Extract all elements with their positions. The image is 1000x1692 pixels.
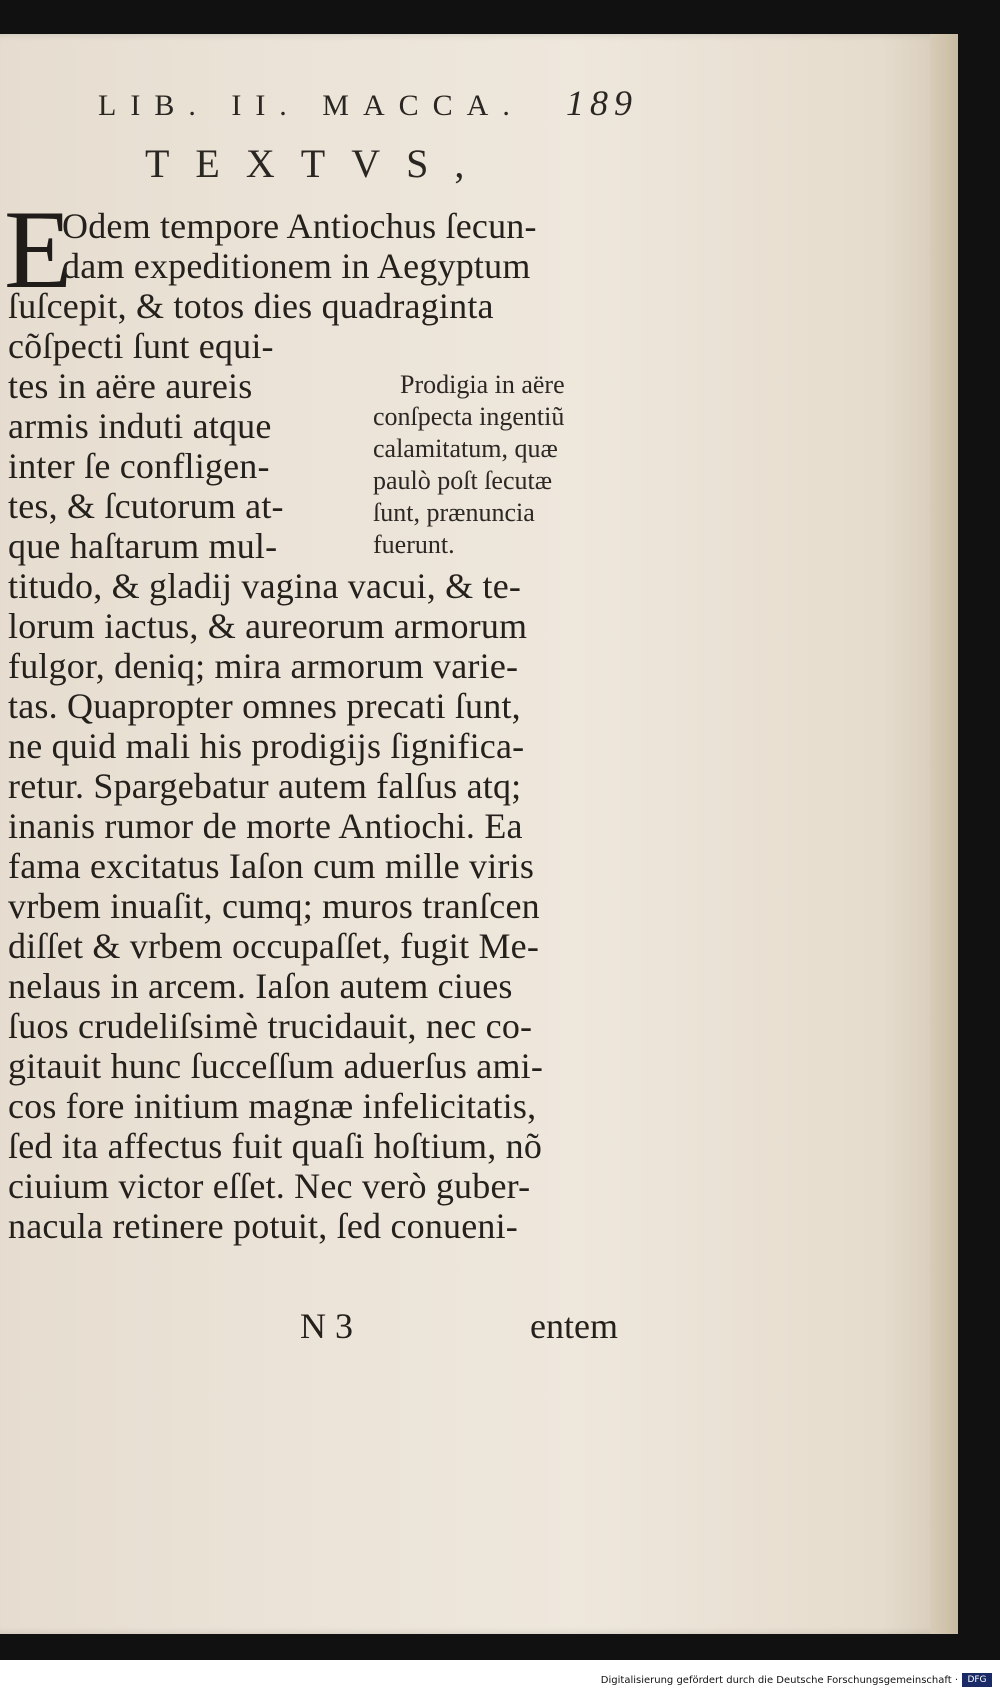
- body-line: lorum iactus, & aureorum armorum: [8, 606, 528, 646]
- margin-note-line: calamitatum, quæ: [373, 434, 558, 463]
- running-head: [98, 82, 638, 128]
- body-line: cõſpecti ſunt equi-: [8, 326, 274, 366]
- body-line: tas. Quapropter omnes precati ſunt,: [8, 686, 521, 726]
- body-line: nacula retinere potuit, ſed conueni-: [8, 1206, 518, 1246]
- body-line: ſuſcepit, & totos dies quadraginta: [8, 286, 494, 326]
- footer-credit: Digitalisierung gefördert durch die Deutsche Forschungsgemeinschaft ·: [600, 1675, 958, 1686]
- body-line: cos fore initium magnæ infelicitatis,: [8, 1086, 537, 1126]
- body-line: retur. Spargebatur autem falſus atq;: [8, 766, 522, 806]
- running-head-title: LIB. II. MACCA.: [98, 89, 524, 122]
- body-line: gitauit hunc ſucceſſum aduerſus ami-: [8, 1046, 544, 1086]
- margin-note-line: paulò poſt ſecutæ: [373, 466, 553, 495]
- page-edge: [930, 34, 958, 1634]
- body-line: titudo, & gladij vagina vacui, & te-: [8, 566, 522, 606]
- body-line: armis induti atque: [8, 406, 272, 446]
- dfg-logo: DFG: [962, 1673, 992, 1687]
- section-title: TEXTVS,: [145, 141, 491, 186]
- body-line: fama excitatus Iaſon cum mille viris: [8, 846, 535, 886]
- catchword: entem: [530, 1306, 618, 1346]
- body-line: ſuos crudeliſsimè trucidauit, nec co-: [8, 1006, 533, 1046]
- margin-note-line: ſunt, prænuncia: [373, 498, 535, 527]
- signature-mark: N 3: [300, 1306, 353, 1346]
- body-line: dam expeditionem in Aegyptum: [62, 246, 531, 286]
- body-line: Odem tempore Antiochus ſecun-: [62, 206, 537, 246]
- page-number: 189: [566, 83, 638, 123]
- body-line: ne quid mali his prodigijs ſignifica-: [8, 726, 525, 766]
- body-line: ciuium victor eſſet. Nec verò guber-: [8, 1166, 531, 1206]
- body-line: diſſet & vrbem occupaſſet, fugit Me-: [8, 926, 540, 966]
- margin-note-line: Prodigia in aëre: [400, 370, 565, 399]
- body-line: nelaus in arcem. Iaſon autem ciues: [8, 966, 513, 1006]
- margin-note-line: conſpecta ingentiũ: [373, 402, 565, 431]
- body-line: tes in aëre aureis: [8, 366, 253, 406]
- body-line: vrbem inuaſit, cumq; muros tranſcen: [8, 886, 540, 926]
- body-line: inanis rumor de morte Antiochi. Ea: [8, 806, 523, 846]
- body-line: ſed ita affectus fuit quaſi hoſtium, nõ: [8, 1126, 543, 1166]
- body-line: tes, & ſcutorum at-: [8, 486, 284, 526]
- margin-note-line: fuerunt.: [373, 530, 455, 559]
- body-line: inter ſe confligen-: [8, 446, 270, 486]
- body-line: fulgor, deniq; mira armorum varie-: [8, 646, 519, 686]
- drop-cap: E: [4, 188, 73, 312]
- body-line: que haſtarum mul-: [8, 526, 278, 566]
